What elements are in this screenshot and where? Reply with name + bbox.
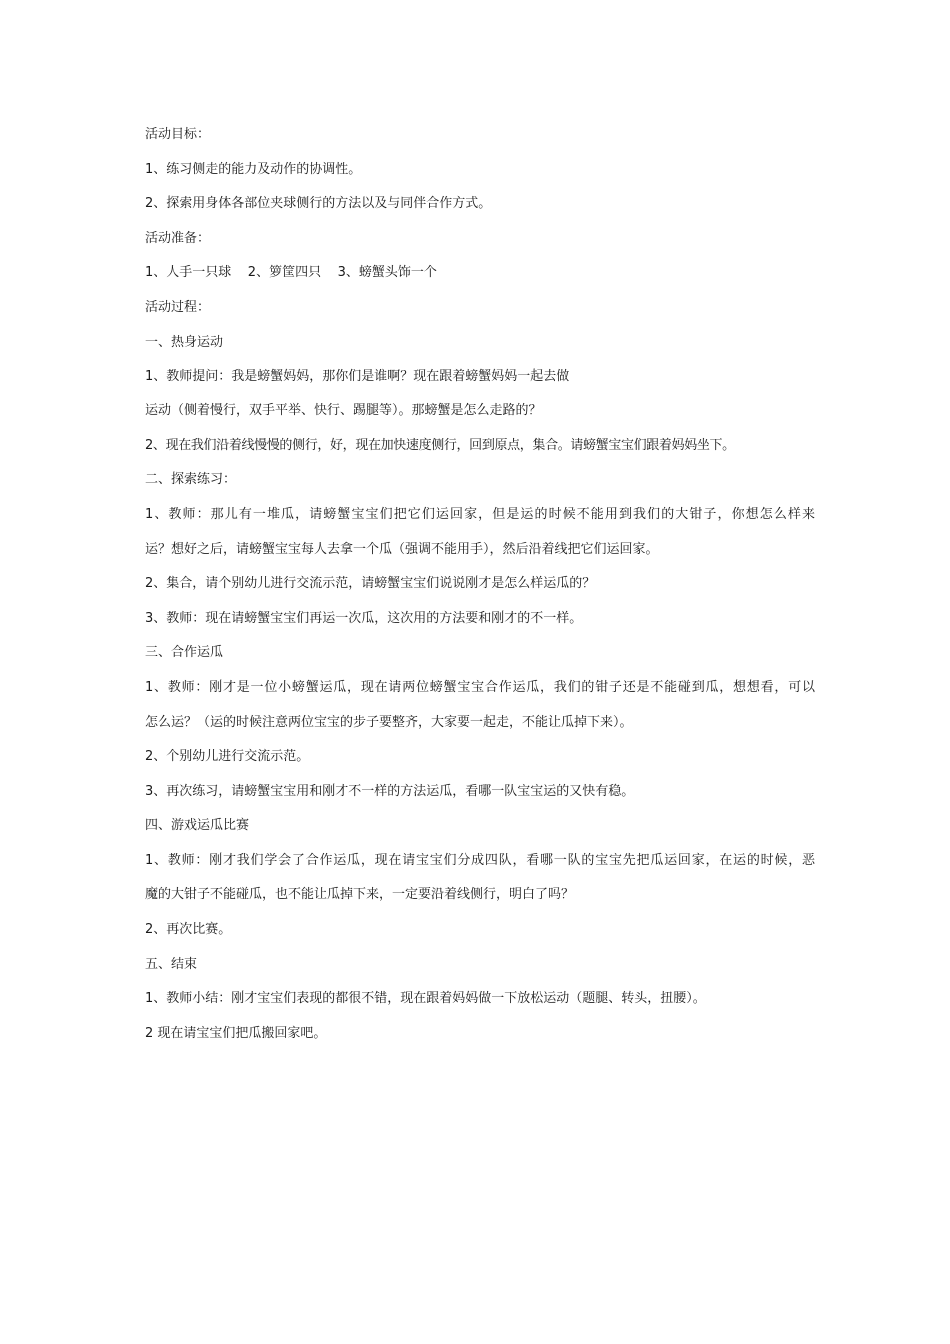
step-heading-explore: 二、探索练习： xyxy=(145,472,237,488)
section-heading-preparation: 活动准备： xyxy=(145,230,211,246)
step-heading-warmup: 一、热身运动 xyxy=(145,334,224,350)
step-heading-cooperate: 三、合作运瓜 xyxy=(145,645,224,661)
explore-item-3: 3、教师：现在请螃蟹宝宝们再运一次瓜，这次用的方法要和刚才的不一样。 xyxy=(145,610,583,626)
preparation-items: 1、人手一只球 2、箩筐四只 3、螃蟹头饰一个 xyxy=(145,265,437,281)
warmup-item-1-line-2: 运动（侧着慢行，双手平举、快行、踢腿等）。那螃蟹是怎么走路的？ xyxy=(145,403,542,419)
warmup-item-2: 2、现在我们沿着线慢慢的侧行，好，现在加快速度侧行，回到原点，集合。请螃蟹宝宝们跟着妈妈坐下。 xyxy=(145,437,735,453)
goal-item-1: 1、练习侧走的能力及动作的协调性。 xyxy=(145,161,362,177)
goal-item-2: 2、探索用身体各部位夹球侧行的方法以及与同伴合作方式。 xyxy=(145,196,492,212)
section-heading-process: 活动过程： xyxy=(145,299,211,315)
cooperate-item-2: 2、个别幼儿进行交流示范。 xyxy=(145,749,310,765)
explore-item-2: 2、集合，请个别幼儿进行交流示范，请螃蟹宝宝们说说刚才是怎么样运瓜的？ xyxy=(145,576,596,592)
warmup-item-1-line-1: 1、教师提问：我是螃蟹妈妈，那你们是谁啊？现在跟着螃蟹妈妈一起去做 xyxy=(145,369,570,385)
cooperate-item-1-line-1: 1、教师：刚才是一位小螃蟹运瓜，现在请两位螃蟹宝宝合作运瓜，我们的钳子还是不能碰到瓜，想想看，可以 xyxy=(145,679,815,695)
explore-item-1-line-2: 运？想好之后，请螃蟹宝宝每人去拿一个瓜（强调不能用手），然后沿着线把它们运回家。 xyxy=(145,541,659,557)
explore-item-1-line-1: 1、教师：那儿有一堆瓜，请螃蟹宝宝们把它们运回家，但是运的时候不能用到我们的大钳子，你想怎么样来 xyxy=(145,506,815,522)
section-heading-goals: 活动目标： xyxy=(145,127,211,142)
ending-item-1: 1、教师小结：刚才宝宝们表现的都很不错，现在跟着妈妈做一下放松运动（题腿、转头，扭腰）。 xyxy=(145,991,706,1007)
cooperate-item-1-line-2: 怎么运？（运的时候注意两位宝宝的步子要整齐，大家要一起走，不能让瓜掉下来）。 xyxy=(145,714,633,730)
cooperate-item-3: 3、再次练习，请螃蟹宝宝用和刚才不一样的方法运瓜，看哪一队宝宝运的又快有稳。 xyxy=(145,783,635,799)
step-heading-ending: 五、结束 xyxy=(145,956,198,972)
ending-item-2: 2 现在请宝宝们把瓜搬回家吧。 xyxy=(145,1025,327,1041)
step-heading-game: 四、游戏运瓜比赛 xyxy=(145,818,250,834)
lesson-plan-body xyxy=(145,126,815,1059)
game-item-2: 2、再次比赛。 xyxy=(145,922,232,938)
game-item-1-line-1: 1、教师：刚才我们学会了合作运瓜，现在请宝宝们分成四队，看哪一队的宝宝先把瓜运回家，在运的时候，恶 xyxy=(145,852,815,868)
game-item-1-line-2: 魔的大钳子不能碰瓜，也不能让瓜掉下来，一定要沿着线侧行，明白了吗？ xyxy=(145,887,575,903)
